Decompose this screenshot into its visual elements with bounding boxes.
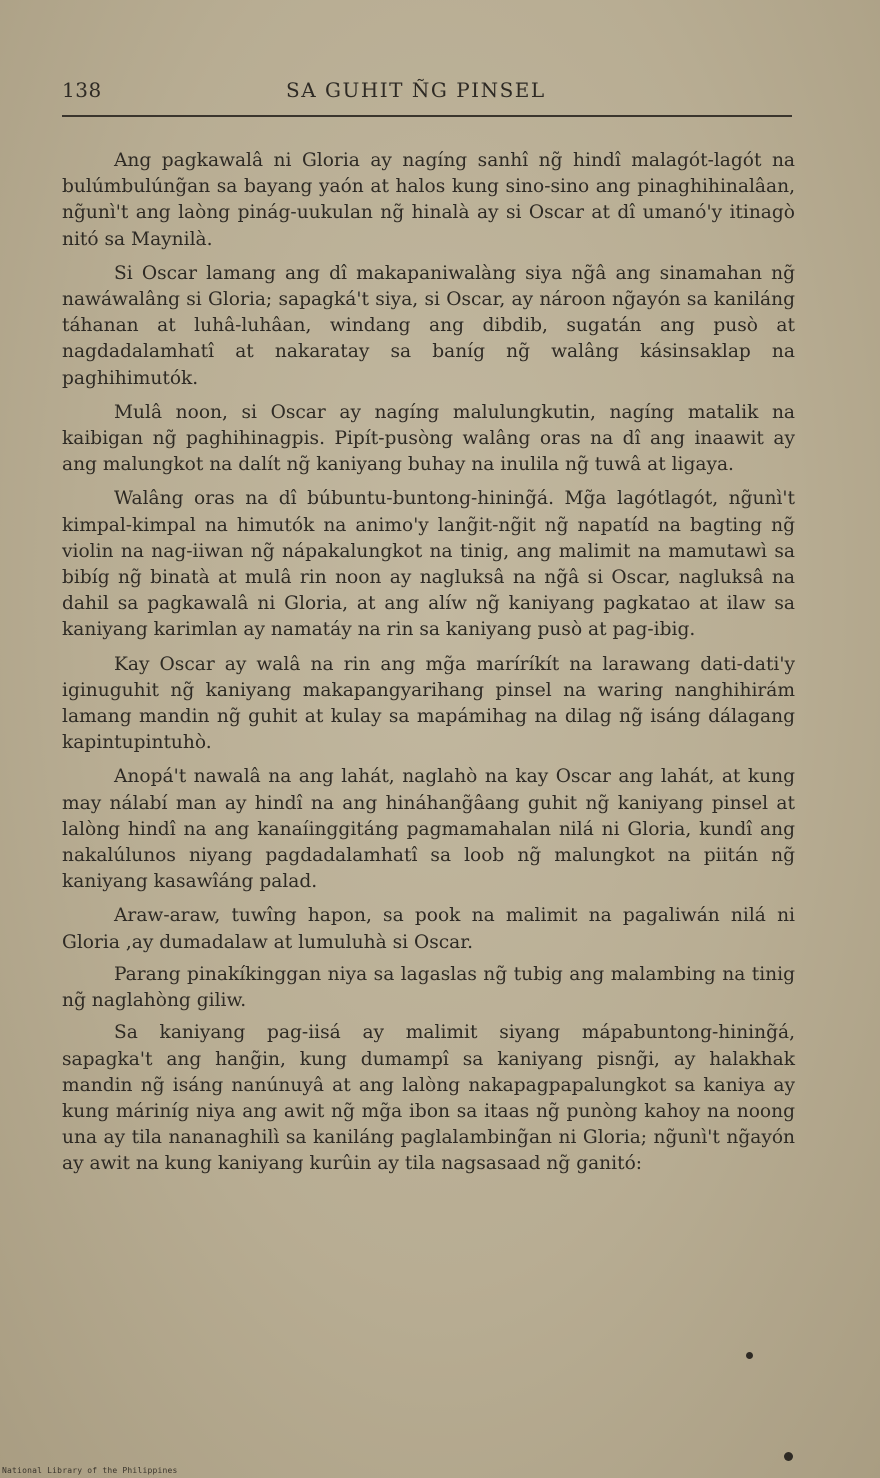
paragraph-2: Si Oscar lamang ang dî makapaniwalàng siya ng̃â ang sinamahan ng̃ nawáwalâng si Gloria; sapagká't siya, si Oscar, ay nároon ng̃ayón sa kaniláng táhanan at luhâ-luhâan, windang ang dibdib, sugatán ang pusò at nagdadalamhatî at nakaratay sa baníg ng̃ walâng kásinsaklap na paghihimutók. [62, 262, 795, 389]
library-credit: National Library of the Philippines [2, 1466, 178, 1475]
paragraph-9: Sa kaniyang pag-iisá ay malimit siyang mápabuntong-hining̃á, sapagka't ang hang̃in, kung dumampî sa kaniyang pisng̃i, ay halakhak mandin ng̃ isáng nanúnuyâ at ang lalòng nakapagpapalungkot sa kaniya ay kung máriníg niya ang awit ng̃ mg̃a ibon sa itaas ng̃ punòng kahoy na noong una ay tila nananaghilì sa kaniláng paglalambing̃an ni Gloria; ng̃unì't ng̃ayón ay awit na kung kaniyang kurûin ay tila nagsasaad ng̃ ganitó: [62, 1022, 795, 1175]
running-head: SA GUHIT ÑG PINSEL [286, 78, 546, 102]
header-rule [62, 115, 792, 117]
paragraph-5: Kay Oscar ay walâ na rin ang mg̃a maríríkít na larawang dati-dati'y iginuguhit ng̃ kaniyang makapangyarihang pinsel na waring nanghihirám lamang mandin ng̃ guhit at kulay sa mapámihag na dilag ng̃ isáng dálagang kapintupintuhò. [62, 653, 795, 754]
paragraph-7: Araw-araw, tuwîng hapon, sa pook na malimit na pagaliwán nilá ni Gloria ,ay dumadalaw at lumuluhà si Oscar. [62, 905, 795, 953]
body-text [62, 148, 795, 1186]
page-number: 138 [62, 78, 102, 102]
paragraph-1: Ang pagkawalâ ni Gloria ay nagíng sanhî ng̃ hindî malagót-lagót na bulúmbulúng̃an sa bayang yaón at halos kung sino-sino ang pinaghihinalâan, ng̃unì't ang laòng pinág-uukulan ng̃ hinalà ay si Oscar at dî umanó'y itinagò nitó sa Maynilà. [62, 150, 795, 250]
paragraph-4: Walâng oras na dî búbuntu-buntong-hining̃á. Mg̃a lagótlagót, ng̃unì't kimpal-kimpal na himutók na animo'y lang̃it-ng̃it ng̃ napatíd na bagting ng̃ violin na nag-iiwan ng̃ nápakalungkot na tinig, ang malimit na mamutawì sa bibíg ng̃ binatà at mulâ rin noon ay nagluksâ na ng̃â si Oscar, nagluksâ na dahil sa pagkawalâ ni Gloria, at ang alíw ng̃ kaniyang pagkatao at ilaw sa kaniyang karimlan ay namatáy na rin sa kaniyang pusò at pag-ibig. [62, 488, 795, 641]
paragraph-6: Anopá't nawalâ na ang lahát, naglahò na kay Oscar ang lahát, at kung may nálabí man ay hindî na ang hináhang̃âang guhit ng̃ kaniyang pinsel at lalòng hindî na ang kanaíinggitáng pagmamahalan nilá ni Gloria, kundî ang nakalúlunos niyang pagdadalamhatî sa loob ng̃ malungkot na piitán ng̃ kaniyang kasawîáng palad. [62, 766, 795, 893]
ink-speck [746, 1352, 753, 1359]
paragraph-8: Parang pinakíkinggan niya sa lagaslas ng̃ tubig ang malambing na tinig ng̃ naglahòng giliw. [62, 963, 795, 1012]
ink-speck [784, 1452, 793, 1461]
page-header [62, 78, 792, 112]
paragraph-3: Mulâ noon, si Oscar ay nagíng malulungkutin, nagíng matalik na kaibigan ng̃ paghihinagpis. Pipít-pusòng walâng oras na dî ang inaawit ay ang malungkot na dalít ng̃ kaniyang buhay na inulila ng̃ tuwâ at ligaya. [62, 401, 795, 476]
